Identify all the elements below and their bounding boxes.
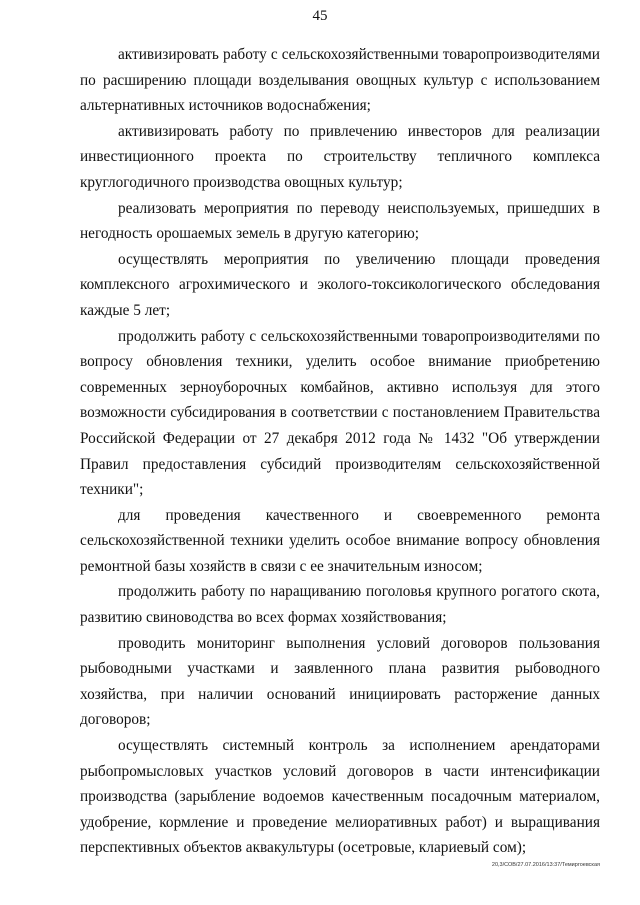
paragraph: для проведения качественного и своевременного ремонта сельскохозяйственной техники уделить особое внимание вопросу обновления ремонтной базы хозяйств в связи с ее значительным износом; [80,506,600,575]
paragraph: продолжить работу с сельскохозяйственными товаропроизводителями по вопросу обновления техники, уделить особое внимание приобретению современных зерноуборочных комбайнов, активно используя для этого возможности субсидирования в соответствии с постановлением Правительства Российской Федерации от 27 декабря 2012 года № 1432 "Об утверждении Правил предоставления субсидий производителям сельскохозяйственной техники"; [80,327,600,499]
paragraph: осуществлять мероприятия по увеличению площади проведения комплексного агрохимического и эколого-токсикологического обследования каждые 5 лет; [80,250,600,319]
footer-stamp: 20,3/СОВ/27.07.2016/13:37/Темиргоевская [491,862,600,868]
paragraph: реализовать мероприятия по переводу неиспользуемых, пришедших в негодность орошаемых земель в другую категорию; [80,199,600,243]
paragraph: проводить мониторинг выполнения условий договоров пользования рыбоводными участками и заявленного плана развития рыбоводного хозяйства, при наличии оснований инициировать расторжение данных договоров; [80,634,600,729]
page-number: 45 [312,8,328,24]
paragraph: продолжить работу по наращиванию поголовья крупного рогатого скота, развитию свиноводства во всех формах хозяйствования; [80,583,600,627]
body-text [80,42,600,861]
paragraph: осуществлять системный контроль за исполнением арендаторами рыбопромысловых участков условий договоров в части интенсификации производства (зарыбление водоемов качественным посадочным материалом, удобрение, кормление и проведение мелиоративных работ) и выращивания перспективных объектов аквакультуры (осетровые, клариевый сом); [80,737,600,857]
paragraph: активизировать работу с сельскохозяйственными товаропроизводителями по расширению площади возделывания овощных культур с использованием альтернативных источников водоснабжения; [80,46,600,115]
paragraph: активизировать работу по привлечению инвесторов для реализации инвестиционного проекта по строительству тепличного комплекса круглогодичного производства овощных культур; [80,122,600,191]
